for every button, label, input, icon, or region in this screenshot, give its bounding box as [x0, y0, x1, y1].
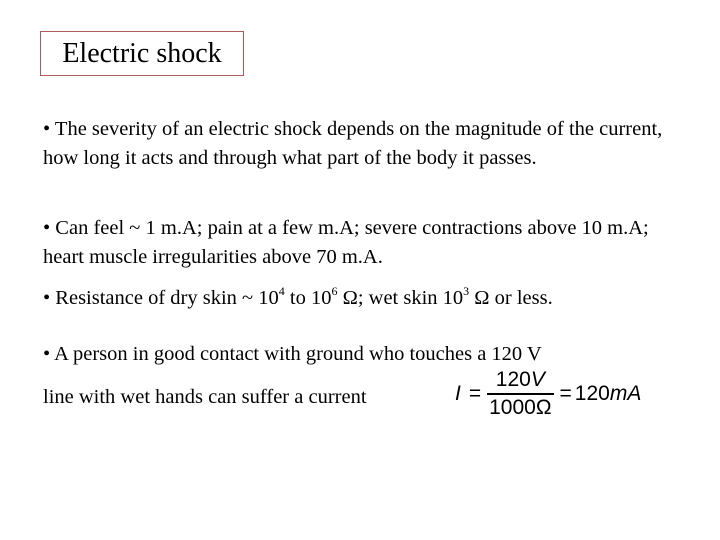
eq-result-value: 120 — [574, 382, 610, 405]
eq-num-unit: V — [530, 368, 545, 391]
eq-result-unit: mA — [609, 382, 642, 405]
eq-numerator — [494, 368, 547, 393]
eq-denominator: 1000Ω — [489, 396, 552, 419]
resistance-text-2: to 10 — [284, 287, 332, 309]
bullet-severity: • The severity of an electric shock depends on the magnitude of the current, how long it acts and through what part of the body it passes. — [43, 118, 663, 169]
current-equation — [455, 368, 641, 420]
exponent-3: 3 — [463, 284, 470, 298]
exponent-1: 4 — [278, 284, 285, 298]
eq-lhs: I — [455, 382, 461, 405]
eq-equals-1: = — [468, 382, 482, 405]
resistance-text-1: • Resistance of dry skin ~ 10 — [43, 287, 279, 309]
bullet-wet-hands-line2: line with wet hands can suffer a current — [43, 386, 367, 408]
eq-equals-2: = — [559, 382, 572, 405]
slide-title-text: Electric shock — [62, 37, 222, 69]
bullet-wet-hands-line1: • A person in good contact with ground who touches a 120 V — [43, 343, 542, 365]
bullet-current-levels: • Can feel ~ 1 m.A; pain at a few m.A; severe contractions above 10 m.A; heart muscle irregularities above 70 m.A. — [43, 217, 649, 268]
resistance-text-3: Ω; wet skin 10 — [337, 287, 464, 309]
eq-num-value: 120 — [495, 368, 531, 391]
bullet-skin-resistance — [43, 284, 673, 313]
resistance-text-4: Ω or less. — [469, 287, 553, 309]
eq-fraction — [487, 368, 553, 420]
slide-title — [40, 31, 244, 76]
exponent-2: 6 — [331, 284, 338, 298]
